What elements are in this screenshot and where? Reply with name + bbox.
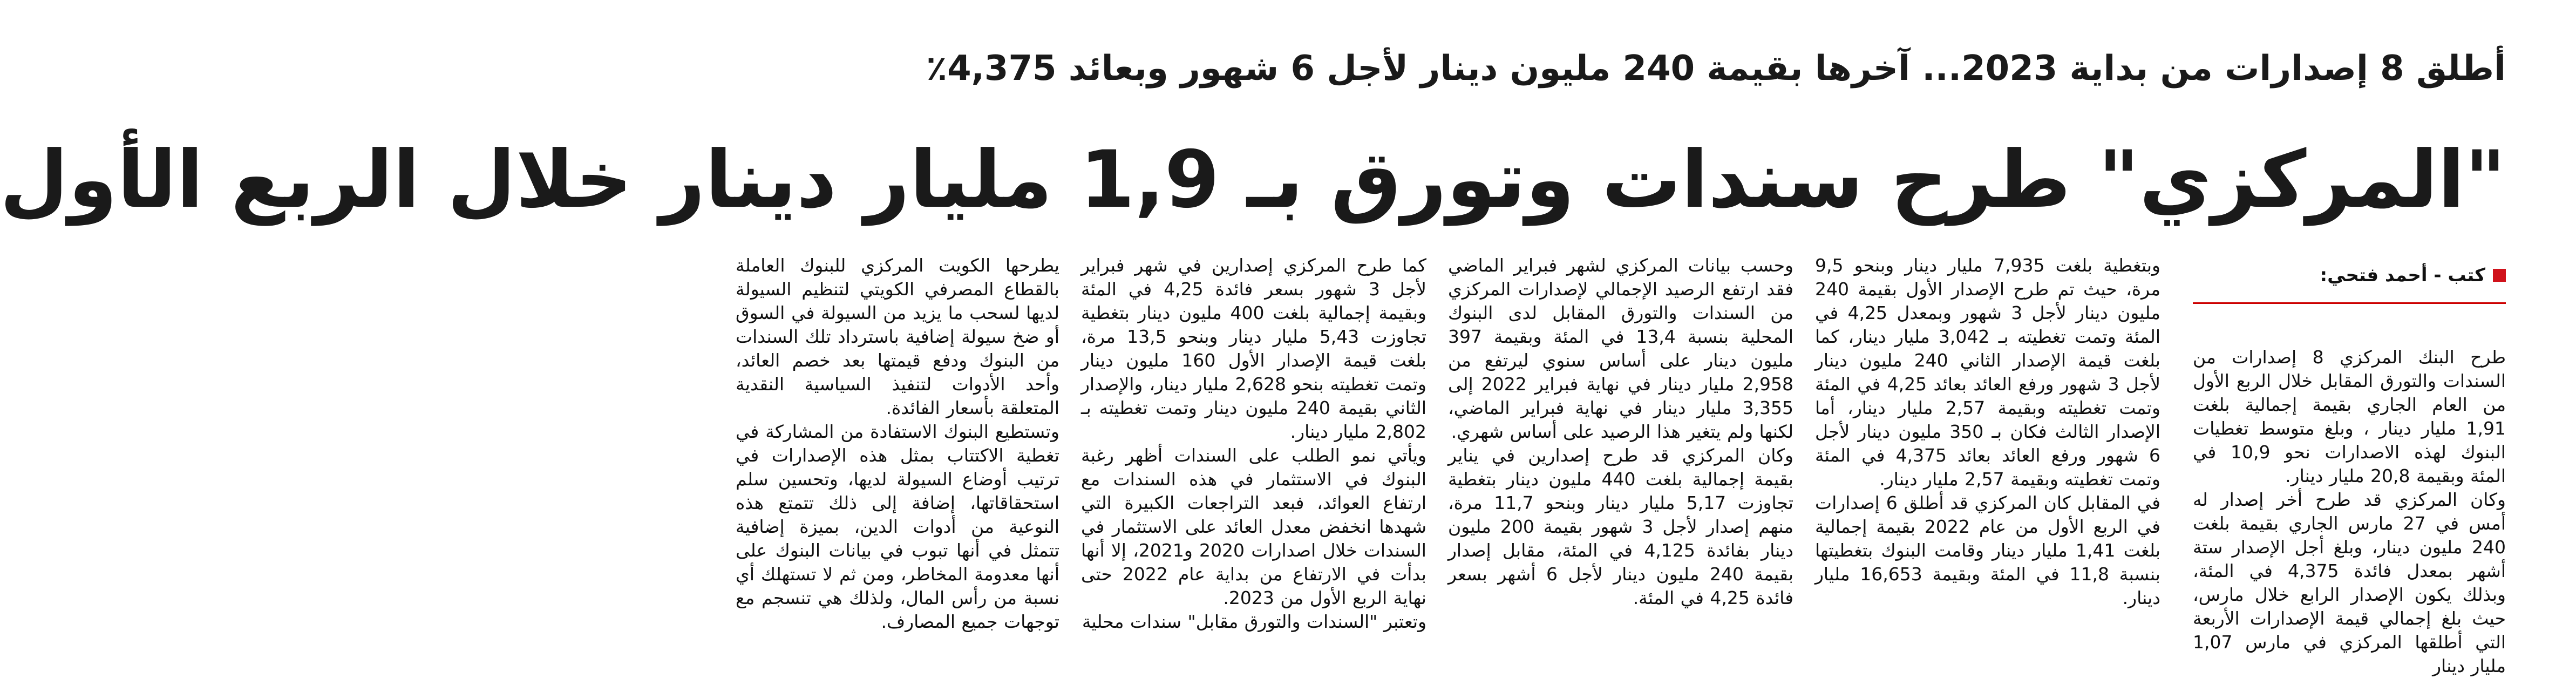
paragraph: طرح البنك المركزي 8 إصدارات من السندات والتورق المقابل خلال الربع الأول من العام الجاري بقيمة إجمالية بلغت 1,91 مليار دينار ، وبلغ متوسط تغطيات البنوك لهذه الاصدارات نحو 10,9 في المئة وبقيمة 20,8 مليار دينار. (2193, 347, 2506, 486)
article-column-1 (2193, 345, 2506, 676)
paragraph: ويأتي نمو الطلب على السندات أظهر رغبة البنوك في الاستثمار في هذه السندات مع ارتفاع العوائد، فبعد التراجعات الكبيرة التي شهدها انخفض معدل العائد على الاستثمار في السندات خلال اصدارات 2020 و2021، إلا أنها بدأت في الارتفاع من بداية عام 2022 حتى نهاية الربع الأول من 2023. (1081, 445, 1426, 608)
article-column-2 (1815, 254, 2160, 653)
paragraph: وتستطيع البنوك الاستفادة من المشاركة في تغطية الاكتتاب بمثل هذه الإصدارات في ترتيب أوضاع السيولة لديها، وتحسين سلم استحقاقاتها، إضافة إلى ذلك تتمتع هذه النوعية من أدوات الدين، بميزة إضافية تتمثل في أنها تبوب في بيانات البنوك على أنها معدومة المخاطر، ومن ثم لا تستهلك أي نسبة من رأس المال، ولذلك هي تنسجم مع توجهات جميع المصارف. (736, 421, 1059, 632)
paragraph: وكان المركزي قد طرح أخر إصدار له أمس في 27 مارس الجاري بقيمة بلغت 240 مليون دينار، وبلغ أجل الإصدار ستة أشهر بمعدل فائدة 4,375 في المئة، وبذلك يكون الإصدار الرابع خلال مارس، حيث بلغ إجمالي قيمة الإصدارات الأربعة التي أطلقها المركزي في مارس 1,07 مليار دينار (2193, 489, 2506, 676)
paragraph: وبتغطية بلغت 7,935 مليار دينار وبنحو 9,5 مرة، حيث تم طرح الإصدار الأول بقيمة 240 مليون دينار لأجل 3 شهور وبمعدل 4,25 في المئة وتمت تغطيته بـ 3,042 مليار دينار، كما بلغت قيمة الإصدار الثاني 240 مليون دينار لأجل 3 شهور ورفع العائد بعائد 4,25 في المئة وتمت تغطيته وبقيمة 2,57 مليار دينار، أما الإصدار الثالث فكان بـ 350 مليون دينار لأجل 6 شهور ورفع العائد بعائد 4,375 في المئة وتمت تغطيته وبقيمة 2,57 مليار دينار. (1815, 255, 2161, 490)
article-column-4 (1081, 254, 1426, 653)
article-subheadline: أطلق 8 إصدارات من بداية 2023... آخرها بقيمة 240 مليون دينار لأجل 6 شهور وبعائد 4,375٪ (926, 49, 2506, 89)
byline-divider (2193, 302, 2506, 304)
paragraph: في المقابل كان المركزي قد أطلق 6 إصدارات في الربع الأول من عام 2022 بقيمة إجمالية بلغت 1,41 مليار دينار وقامت البنوك بتغطيتها بنسبة 11,8 في المئة وبقيمة 16,653 مليار دينار. (1815, 492, 2160, 608)
paragraph: يطرحها الكويت المركزي للبنوك العاملة بالقطاع المصرفي الكويتي لتنظيم السيولة لديها لسحب ما يزيد من السيولة في السوق أو ضخ سيولة إضافية باسترداد تلك السندات من البنوك ودفع قيمتها بعد خصم العائد، وأحد الأدوات لتنفيذ السياسية النقدية المتعلقة بأسعار الفائدة. (736, 255, 1059, 418)
paragraph: وحسب بيانات المركزي لشهر فبراير الماضي فقد ارتفع الرصيد الإجمالي لإصدارات المركزي من السندات والتورق المقابل لدى البنوك المحلية بنسبة 13,4 في المئة وبقيمة 397 مليون دينار على أساس سنوي ليرتفع من 2,958 مليار دينار في نهاية فبراير 2022 إلى 3,355 مليار دينار في نهاية فبراير الماضي، لكنها ولم يتغير هذا الرصيد على أساس شهري. (1448, 255, 1793, 442)
article-column-5 (736, 254, 1059, 653)
article-headline: "المركزي" طرح سندات وتورق بـ 1,9 مليار دينار خلال الربع الأول (0, 134, 2506, 226)
paragraph: وتعتبر "السندات والتورق مقابل" سندات محلية (1082, 611, 1426, 632)
byline-author: كتب - أحمد فتحي: (2320, 265, 2485, 286)
byline-marker-icon (2493, 269, 2506, 282)
article-column-3 (1448, 254, 1793, 653)
byline (2279, 254, 2506, 297)
paragraph: كما طرح المركزي إصدارين في شهر فبراير لأجل 3 شهور بسعر فائدة 4,25 في المئة وبقيمة إجمالية بلغت 400 مليون دينار بتغطية تجاوزت 5,43 مليار دينار وبنحو 13,5 مرة، بلغت قيمة الإصدار الأول 160 مليون دينار وتمت تغطيته بنحو 2,628 مليار دينار، والإصدار الثاني بقيمة 240 مليون دينار وتمت تغطيته بـ 2,802 مليار دينار. (1081, 255, 1427, 442)
paragraph: وكان المركزي قد طرح إصدارين في يناير بقيمة إجمالية بلغت 440 مليون دينار بتغطية تجاوزت 5,17 مليار دينار وبنحو 11,7 مرة، منهم إصدار لأجل 3 شهور بقيمة 200 مليون دينار بفائدة 4,125 في المئة، مقابل إصدار بقيمة 240 مليون دينار لأجل 6 أشهر بسعر فائدة 4,25 في المئة. (1448, 445, 1794, 608)
